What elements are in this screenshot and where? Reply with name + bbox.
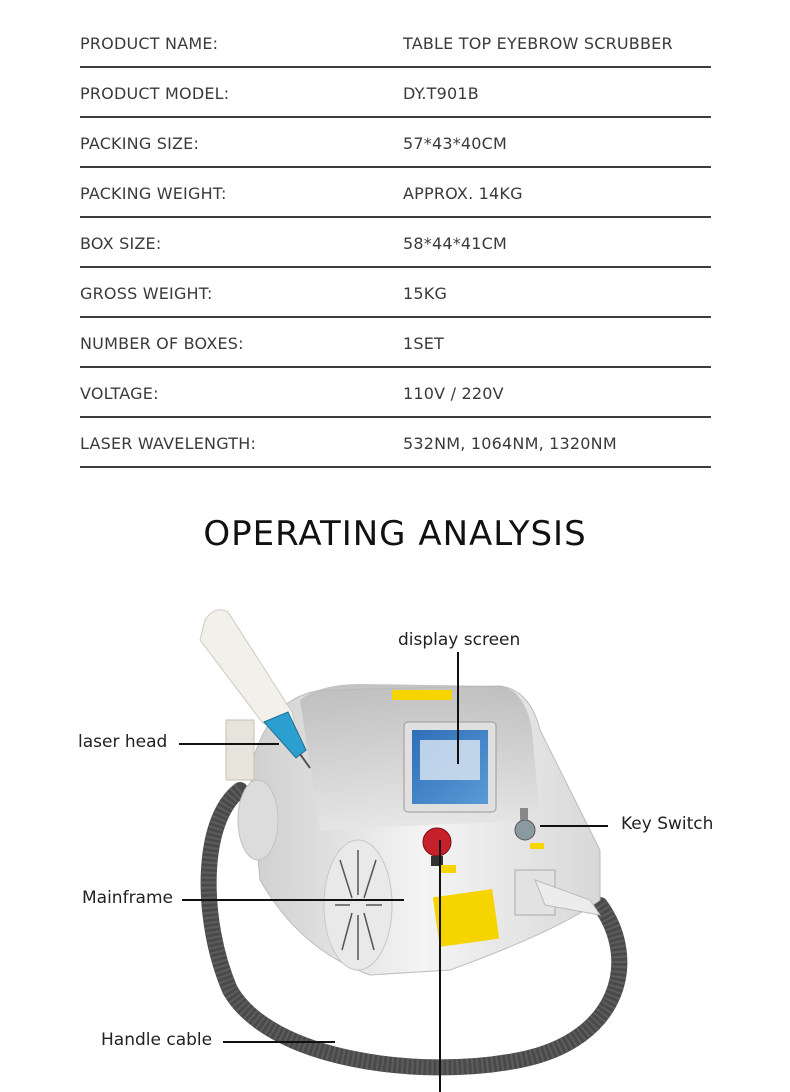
leader-line-emergency-stop xyxy=(439,840,441,1092)
spec-value: 110V / 220V xyxy=(403,384,504,403)
leader-line-handle-cable xyxy=(223,1041,335,1043)
spec-label: VOLTAGE: xyxy=(80,384,159,403)
spec-label: LASER WAVELENGTH: xyxy=(80,434,257,453)
section-title: OPERATING ANALYSIS xyxy=(203,514,587,554)
spec-label: PRODUCT MODEL: xyxy=(80,84,230,103)
device-diagram xyxy=(0,590,790,1092)
spec-row-voltage xyxy=(80,368,711,418)
callout-handle-cable: Handle cable xyxy=(101,1030,213,1050)
spec-value: DY.T901B xyxy=(403,84,479,103)
spec-value: TABLE TOP EYEBROW SCRUBBER xyxy=(403,34,673,53)
spec-table xyxy=(80,18,711,468)
leader-line-mainframe xyxy=(182,899,404,901)
spec-value: 1SET xyxy=(403,334,445,353)
callout-key-switch: Key Switch xyxy=(621,814,714,834)
spec-row-number-of-boxes xyxy=(80,318,711,368)
spec-label: NUMBER OF BOXES: xyxy=(80,334,244,353)
spec-row-product-name xyxy=(80,18,711,68)
spec-row-packing-size xyxy=(80,118,711,168)
spec-value: 58*44*41CM xyxy=(403,234,508,253)
spec-label: BOX SIZE: xyxy=(80,234,162,253)
spec-label: PACKING WEIGHT: xyxy=(80,184,227,203)
callout-display-screen: display screen xyxy=(398,630,521,650)
spec-label: GROSS WEIGHT: xyxy=(80,284,213,303)
spec-value: APPROX. 14KG xyxy=(403,184,523,203)
spec-row-gross-weight xyxy=(80,268,711,318)
callout-mainframe: Mainframe xyxy=(82,888,173,908)
leader-line-key-switch xyxy=(540,825,608,827)
callout-laser-head: laser head xyxy=(78,732,168,752)
spec-value: 57*43*40CM xyxy=(403,134,508,153)
spec-row-laser-wavelength xyxy=(80,418,711,468)
spec-value: 15KG xyxy=(403,284,448,303)
laser-machine-illustration xyxy=(0,590,790,1092)
leader-line-laser-head xyxy=(179,743,279,745)
leader-line-display-screen xyxy=(457,652,459,764)
spec-row-product-model xyxy=(80,68,711,118)
spec-label: PACKING SIZE: xyxy=(80,134,200,153)
spec-label: PRODUCT NAME: xyxy=(80,34,219,53)
spec-value: 532NM, 1064NM, 1320NM xyxy=(403,434,617,453)
spec-row-box-size xyxy=(80,218,711,268)
spec-row-packing-weight xyxy=(80,168,711,218)
